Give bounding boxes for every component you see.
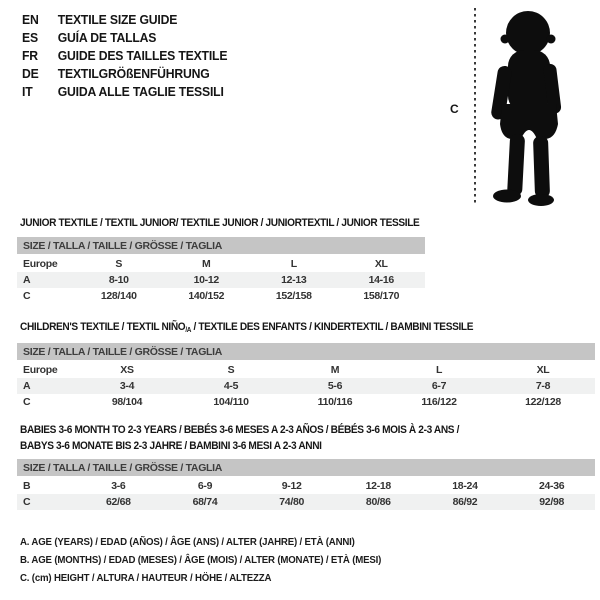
table-cell: 6-9 <box>197 480 213 492</box>
size-header-bar: SIZE / TALLA / TAILLE / GRÖSSE / TAGLIA <box>17 237 425 255</box>
table-cell: 128/140 <box>100 290 137 302</box>
table-cell: 6-7 <box>387 378 491 394</box>
baby-silhouette-icon <box>481 8 573 206</box>
table-cell: 110/116 <box>317 396 353 408</box>
section-title-junior: JUNIOR TEXTILE / TEXTIL JUNIOR/ TEXTILE JUNIOR / JUNIORTEXTIL / JUNIOR TESSILE <box>20 217 420 229</box>
table-cell: 158/170 <box>363 290 400 302</box>
table-cell: 3-4 <box>75 378 179 394</box>
table-cell: 9-12 <box>281 480 302 492</box>
language-code: ES <box>22 29 38 45</box>
table-cell: XL <box>536 364 550 376</box>
table-cell: 68/74 <box>162 494 249 510</box>
table-cell: 98/104 <box>111 396 143 408</box>
table-cell: XS <box>120 364 134 376</box>
table-cell: A <box>17 272 75 288</box>
table-cell: 3-6 <box>111 480 126 492</box>
table-cell: C <box>23 290 31 302</box>
language-code: IT <box>22 83 33 99</box>
babies-size-table <box>17 459 595 510</box>
table-cell: 24-36 <box>538 480 565 492</box>
table-cell: 8-10 <box>75 272 163 288</box>
height-measure-label: C <box>450 102 459 116</box>
size-header-bar: SIZE / TALLA / TAILLE / GRÖSSE / TAGLIA <box>17 343 595 361</box>
children-size-table <box>17 343 595 410</box>
table-row <box>17 394 595 410</box>
junior-size-table <box>17 237 425 304</box>
language-label: TEXTILGRÖßENFÜHRUNG <box>57 65 210 81</box>
table-header-row <box>17 459 595 477</box>
table-cell: M <box>202 258 211 270</box>
table-cell: 4-5 <box>179 378 283 394</box>
section-title-text: / TEXTILE DES ENFANTS / KINDERTEXTIL / BAMBINI TESSILE <box>191 321 474 333</box>
table-cell: 12-18 <box>365 480 391 492</box>
table-cell: 18-24 <box>452 480 478 492</box>
table-cell: S <box>115 258 123 270</box>
table-cell: 86/92 <box>422 494 509 510</box>
section-title-babies-line2: BABYS 3-6 MONATE BIS 2-3 JAHRE / BAMBINI 3-6 MESI A 2-3 ANNI <box>20 440 322 452</box>
table-cell: XL <box>374 258 388 270</box>
table-row <box>17 378 595 394</box>
table-cell: A <box>17 378 75 394</box>
language-label: GUIDE DES TAILLES TEXTILE <box>57 47 228 63</box>
table-cell: C <box>17 494 75 510</box>
language-code: FR <box>22 47 38 63</box>
table-cell: C <box>23 396 31 408</box>
table-row <box>17 477 595 494</box>
table-cell: 12-13 <box>250 272 338 288</box>
table-row <box>17 255 425 272</box>
table-cell: 10-12 <box>163 272 251 288</box>
table-cell: S <box>227 364 235 376</box>
table-cell: M <box>330 364 340 376</box>
table-cell: 116/122 <box>421 396 457 408</box>
language-row-fr <box>22 46 227 64</box>
language-label: GUIDA ALLE TAGLIE TESSILI <box>57 83 224 99</box>
table-cell: 7-8 <box>491 378 595 394</box>
language-list <box>22 10 227 100</box>
table-cell: 80/86 <box>335 494 422 510</box>
table-cell: L <box>290 258 297 270</box>
language-code: DE <box>22 65 39 81</box>
table-cell: 104/110 <box>213 396 249 408</box>
height-dashed-line <box>474 8 476 206</box>
table-cell: 152/158 <box>275 290 312 302</box>
table-cell: Europe <box>23 258 58 270</box>
table-row <box>17 361 595 378</box>
section-title-text: CHILDREN'S TEXTILE / TEXTIL NIÑO <box>20 321 186 333</box>
language-row-it <box>22 82 227 100</box>
table-cell: B <box>23 480 31 492</box>
table-header-row <box>17 343 595 361</box>
footnotes <box>20 536 381 590</box>
language-row-es <box>22 28 227 46</box>
section-title-babies-line1: BABIES 3-6 MONTH TO 2-3 YEARS / BEBÉS 3-6 MESES A 2-3 AÑOS / BÉBÉS 3-6 MOIS À 2-3 ANS / <box>20 424 460 436</box>
table-cell: 5-6 <box>283 378 387 394</box>
table-cell: 92/98 <box>508 494 595 510</box>
size-header-bar: SIZE / TALLA / TAILLE / GRÖSSE / TAGLIA <box>17 459 595 477</box>
language-row-de <box>22 64 227 82</box>
table-cell: L <box>435 364 443 376</box>
footnote-age-years: A. AGE (YEARS) / EDAD (AÑOS) / ÂGE (ANS) / ALTER (JAHRE) / ETÀ (ANNI) <box>20 536 355 548</box>
table-row <box>17 288 425 304</box>
table-row <box>17 494 595 510</box>
language-label: TEXTILE SIZE GUIDE <box>57 11 178 27</box>
table-cell: 122/128 <box>525 396 561 408</box>
table-row <box>17 272 425 288</box>
language-code: EN <box>22 11 39 27</box>
section-title-subscript: /A <box>185 327 192 334</box>
section-title-children <box>20 321 473 334</box>
table-header-row <box>17 237 425 255</box>
table-cell: Europe <box>23 364 58 376</box>
table-cell: 74/80 <box>248 494 335 510</box>
language-label: GUÍA DE TALLAS <box>57 29 157 45</box>
table-cell: 14-16 <box>338 272 426 288</box>
language-row-en <box>22 10 227 28</box>
footnote-age-months: B. AGE (MONTHS) / EDAD (MESES) / ÂGE (MOIS) / ALTER (MONATE) / ETÀ (MESI) <box>20 554 382 566</box>
table-cell: 62/68 <box>75 494 162 510</box>
footnote-height: C. (cm) HEIGHT / ALTURA / HAUTEUR / HÖHE / ALTEZZA <box>20 572 272 584</box>
table-cell: 140/152 <box>188 290 225 302</box>
